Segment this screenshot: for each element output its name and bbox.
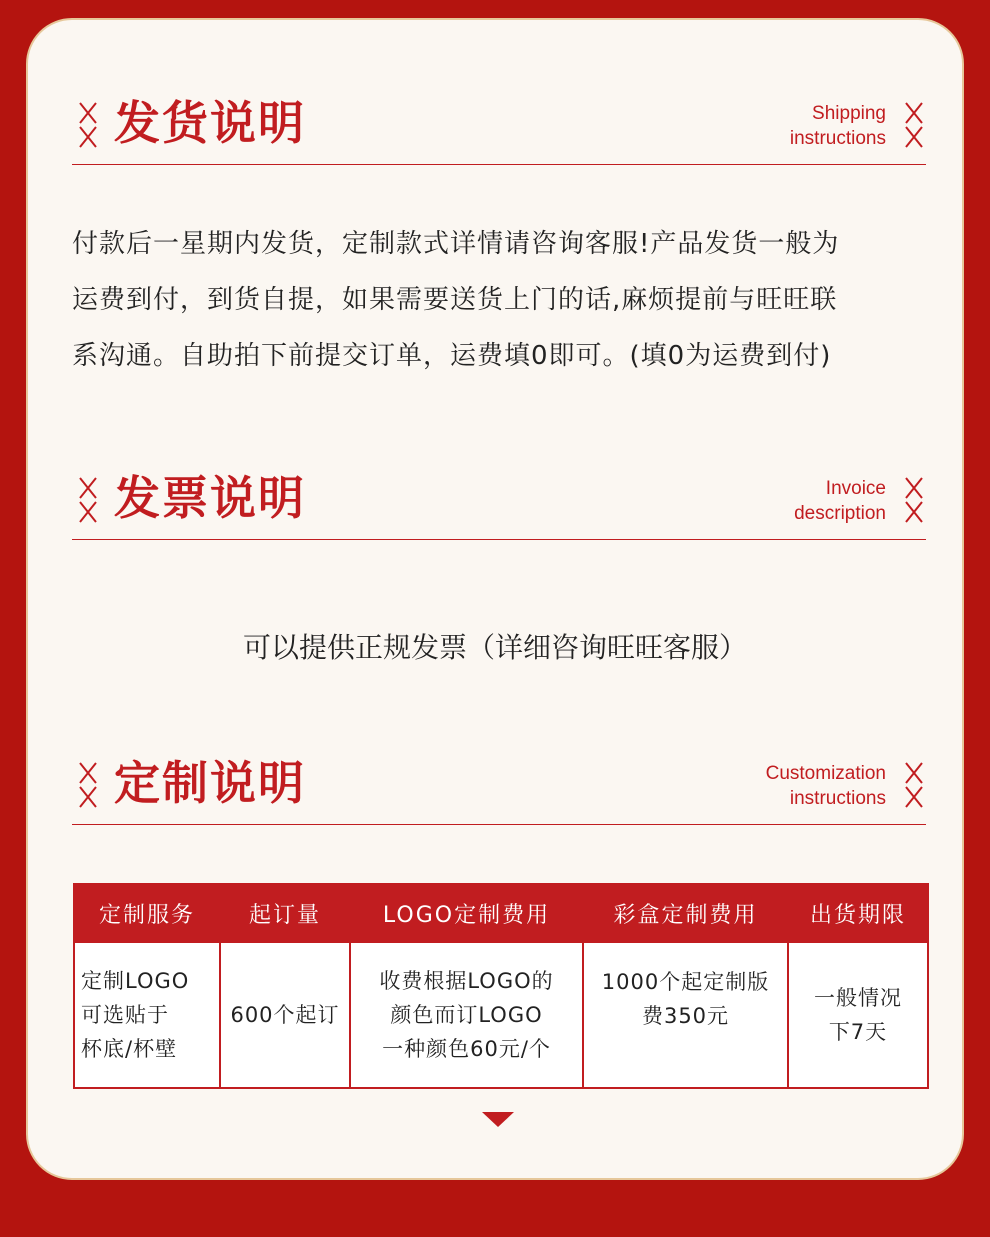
table-header-cell: 定制服务 <box>74 884 220 942</box>
section-divider <box>72 824 926 825</box>
custom-header <box>72 755 926 825</box>
invoice-text: 可以提供正规发票（详细咨询旺旺客服） <box>242 631 747 664</box>
custom-en-line2: instructions <box>789 788 886 809</box>
table-cell-logo-fee <box>350 942 583 1088</box>
table-header-row <box>74 884 928 942</box>
invoice-header <box>72 470 926 540</box>
invoice-en-line2: description <box>794 503 886 524</box>
cell-line: 收费根据LOGO的 <box>379 969 554 993</box>
cell-line: 600个起订 <box>230 1003 340 1027</box>
invoice-en-title <box>794 476 886 526</box>
shipping-text-line: 系沟通。自助拍下前提交订单，运费填0即可。(填0为运费到付) <box>72 341 832 371</box>
table-cell-moq <box>220 942 350 1088</box>
shipping-en-line2: instructions <box>789 128 886 149</box>
table-row <box>74 942 928 1088</box>
x-mark-icon <box>78 761 98 809</box>
table-header-cell: 起订量 <box>220 884 350 942</box>
table-cell-box-fee <box>583 942 788 1088</box>
x-mark-icon <box>78 476 98 524</box>
shipping-en-line1: Shipping <box>812 103 886 124</box>
shipping-text-line: 付款后一星期内发货，定制款式详情请咨询客服!产品发货一般为 <box>72 229 840 259</box>
x-mark-icon <box>904 476 924 524</box>
table-header-cell: 彩盒定制费用 <box>583 884 788 942</box>
custom-en-line1: Customization <box>765 763 886 784</box>
customization-table <box>73 883 929 1089</box>
shipping-text-line: 运费到付，到货自提，如果需要送货上门的话,麻烦提前与旺旺联 <box>72 285 838 315</box>
cell-line: 颜色而订LOGO <box>390 1003 543 1027</box>
cell-line: 费350元 <box>641 1004 730 1028</box>
cell-line: 一种颜色60元/个 <box>382 1037 551 1061</box>
cell-line: 定制LOGO <box>81 969 190 993</box>
section-divider <box>72 539 926 540</box>
shipping-paragraph <box>72 216 942 384</box>
cell-line: 杯底/杯壁 <box>81 1037 178 1061</box>
cell-line: 1000个起定制版 <box>601 970 770 994</box>
table-cell-service <box>74 942 220 1088</box>
x-mark-icon <box>904 761 924 809</box>
shipping-header <box>72 95 926 165</box>
invoice-title: 发票说明 <box>114 471 306 525</box>
custom-title: 定制说明 <box>114 756 306 810</box>
x-mark-icon <box>904 101 924 149</box>
cell-line: 下7天 <box>828 1020 888 1044</box>
down-triangle-icon <box>482 1112 514 1127</box>
x-mark-icon <box>78 101 98 149</box>
table-header-cell: LOGO定制费用 <box>350 884 583 942</box>
shipping-en-title <box>790 101 886 151</box>
invoice-en-line1: Invoice <box>825 478 886 499</box>
cell-line: 一般情况 <box>814 986 902 1010</box>
custom-en-title <box>766 761 886 811</box>
cell-line: 可选贴于 <box>81 1003 169 1027</box>
table-cell-lead-time <box>788 942 928 1088</box>
section-divider <box>72 164 926 165</box>
shipping-title: 发货说明 <box>114 96 306 150</box>
table-header-cell: 出货期限 <box>788 884 928 942</box>
